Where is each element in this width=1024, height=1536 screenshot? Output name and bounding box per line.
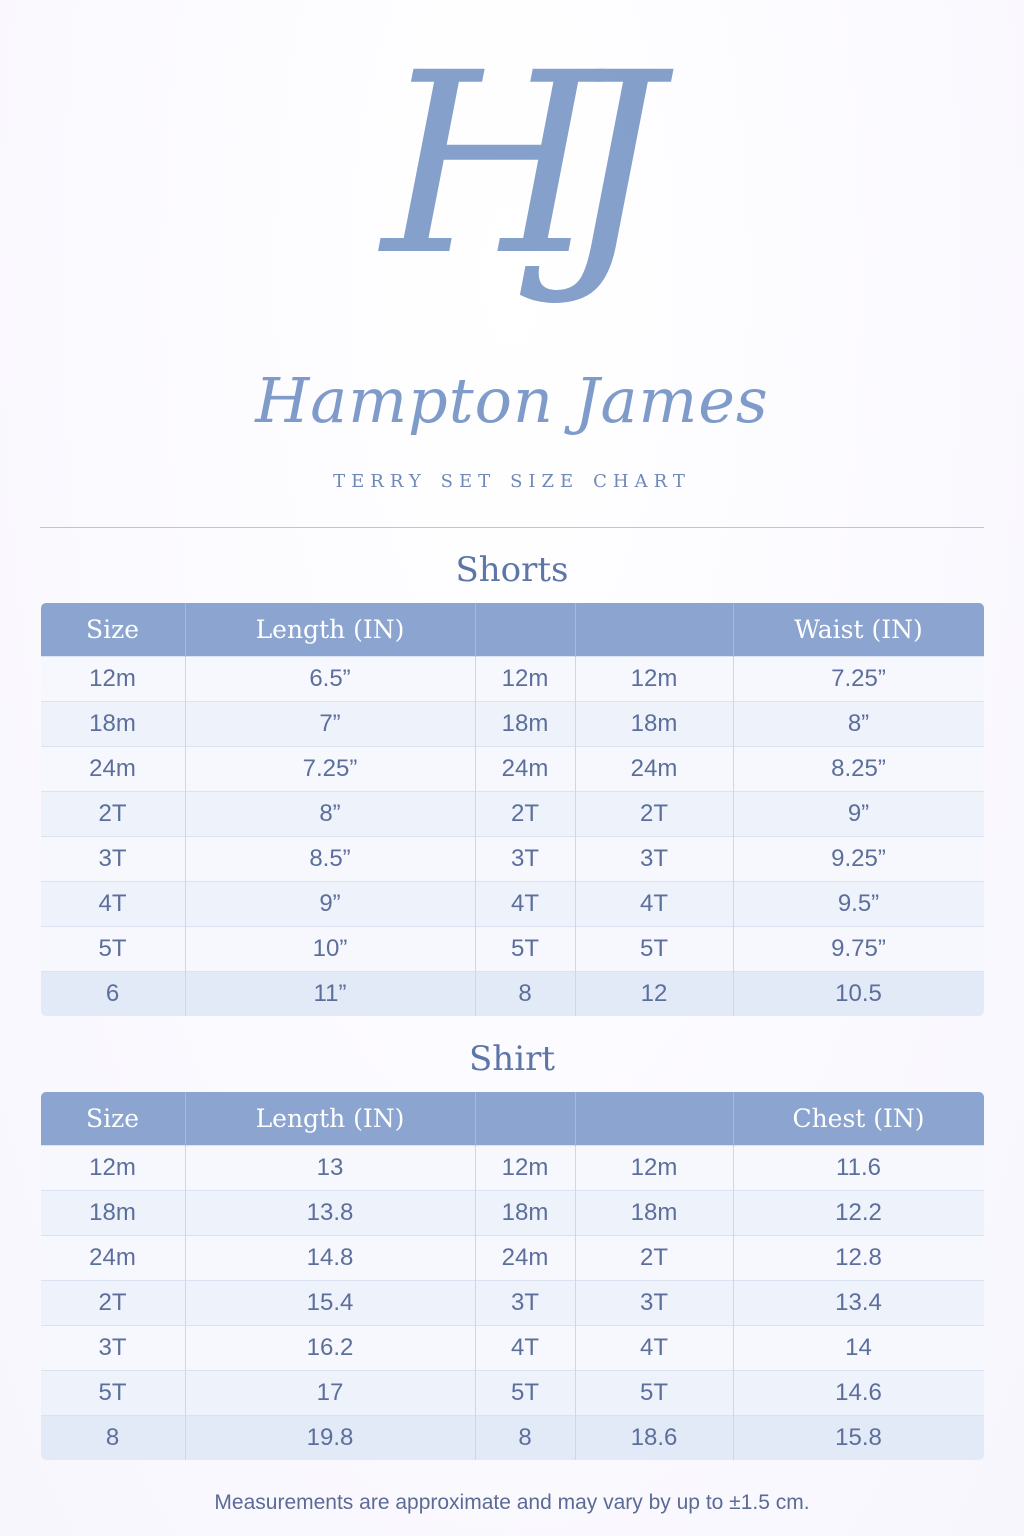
cell-size: 24m (40, 747, 185, 792)
cell-alt-size: 4T (475, 882, 575, 927)
cell-length: 8.5” (185, 837, 475, 882)
cell-size: 12m (40, 1146, 185, 1191)
table-row (40, 1326, 984, 1371)
measurement-footnote: Measurements are approximate and may vary by up to ±1.5 cm. (214, 1491, 810, 1514)
cell-alt-size: 18m (475, 702, 575, 747)
table-row (40, 702, 984, 747)
header-divider (40, 527, 984, 528)
cell-waist: 10.5 (733, 972, 984, 1017)
column-header-blank-1 (475, 1092, 575, 1146)
column-header-blank-1 (475, 603, 575, 657)
cell-alt-size-2: 3T (575, 837, 733, 882)
column-header-waist: Waist (IN) (733, 603, 984, 657)
cell-size: 4T (40, 882, 185, 927)
cell-length: 6.5” (185, 657, 475, 702)
section-title-shorts: Shorts (455, 550, 569, 590)
page-subtitle: terry set size chart (333, 464, 691, 493)
cell-size: 18m (40, 1191, 185, 1236)
cell-size: 5T (40, 927, 185, 972)
cell-waist: 8.25” (733, 747, 984, 792)
cell-alt-size: 18m (475, 1191, 575, 1236)
cell-length: 11” (185, 972, 475, 1017)
cell-alt-size: 3T (475, 837, 575, 882)
cell-alt-size: 12m (475, 1146, 575, 1191)
table-header-row (40, 603, 984, 657)
table-row (40, 927, 984, 972)
cell-alt-size-2: 4T (575, 1326, 733, 1371)
cell-alt-size: 24m (475, 747, 575, 792)
cell-length: 10” (185, 927, 475, 972)
cell-length: 19.8 (185, 1416, 475, 1461)
table-row (40, 1371, 984, 1416)
cell-length: 16.2 (185, 1326, 475, 1371)
cell-alt-size: 8 (475, 972, 575, 1017)
cell-length: 8” (185, 792, 475, 837)
cell-chest: 15.8 (733, 1416, 984, 1461)
cell-alt-size: 5T (475, 927, 575, 972)
cell-size: 5T (40, 1371, 185, 1416)
cell-alt-size-2: 3T (575, 1281, 733, 1326)
table-row (40, 1191, 984, 1236)
cell-alt-size-2: 5T (575, 1371, 733, 1416)
table-row (40, 882, 984, 927)
cell-chest: 14 (733, 1326, 984, 1371)
table-row (40, 837, 984, 882)
column-header-length: Length (IN) (185, 603, 475, 657)
cell-alt-size: 3T (475, 1281, 575, 1326)
cell-alt-size-2: 18.6 (575, 1416, 733, 1461)
cell-alt-size: 8 (475, 1416, 575, 1461)
cell-chest: 13.4 (733, 1281, 984, 1326)
cell-chest: 12.2 (733, 1191, 984, 1236)
cell-alt-size: 2T (475, 792, 575, 837)
cell-waist: 9.5” (733, 882, 984, 927)
cell-alt-size-2: 12m (575, 1146, 733, 1191)
table-row (40, 792, 984, 837)
column-header-blank-2 (575, 1092, 733, 1146)
brand-name: Hampton James (255, 364, 769, 437)
table-row (40, 972, 984, 1017)
cell-alt-size: 4T (475, 1326, 575, 1371)
column-header-chest: Chest (IN) (733, 1092, 984, 1146)
shorts-size-table (40, 602, 985, 1017)
cell-length: 7.25” (185, 747, 475, 792)
cell-waist: 9.25” (733, 837, 984, 882)
cell-size: 8 (40, 1416, 185, 1461)
section-title-shirt: Shirt (469, 1039, 555, 1079)
cell-alt-size: 5T (475, 1371, 575, 1416)
cell-alt-size-2: 2T (575, 792, 733, 837)
table-row (40, 747, 984, 792)
brand-header (0, 0, 1024, 493)
table-row (40, 1146, 984, 1191)
cell-alt-size-2: 5T (575, 927, 733, 972)
cell-size: 24m (40, 1236, 185, 1281)
column-header-blank-2 (575, 603, 733, 657)
table-row (40, 1236, 984, 1281)
cell-waist: 9” (733, 792, 984, 837)
table-row (40, 1416, 984, 1461)
cell-alt-size-2: 12 (575, 972, 733, 1017)
table-header-row (40, 1092, 984, 1146)
cell-length: 13 (185, 1146, 475, 1191)
cell-size: 2T (40, 1281, 185, 1326)
cell-alt-size-2: 24m (575, 747, 733, 792)
cell-length: 14.8 (185, 1236, 475, 1281)
cell-alt-size-2: 18m (575, 702, 733, 747)
cell-chest: 14.6 (733, 1371, 984, 1416)
cell-size: 6 (40, 972, 185, 1017)
column-header-length: Length (IN) (185, 1092, 475, 1146)
cell-length: 7” (185, 702, 475, 747)
cell-alt-size-2: 2T (575, 1236, 733, 1281)
cell-size: 12m (40, 657, 185, 702)
monogram-logo: HJ (381, 19, 625, 310)
cell-length: 15.4 (185, 1281, 475, 1326)
cell-chest: 11.6 (733, 1146, 984, 1191)
cell-size: 2T (40, 792, 185, 837)
cell-alt-size: 12m (475, 657, 575, 702)
cell-waist: 9.75” (733, 927, 984, 972)
cell-size: 3T (40, 1326, 185, 1371)
cell-alt-size-2: 12m (575, 657, 733, 702)
cell-alt-size: 24m (475, 1236, 575, 1281)
cell-size: 18m (40, 702, 185, 747)
cell-waist: 7.25” (733, 657, 984, 702)
table-row (40, 1281, 984, 1326)
shirt-size-table (40, 1091, 985, 1461)
cell-length: 9” (185, 882, 475, 927)
column-header-size: Size (40, 603, 185, 657)
cell-waist: 8” (733, 702, 984, 747)
cell-chest: 12.8 (733, 1236, 984, 1281)
cell-size: 3T (40, 837, 185, 882)
cell-alt-size-2: 18m (575, 1191, 733, 1236)
column-header-size: Size (40, 1092, 185, 1146)
cell-length: 17 (185, 1371, 475, 1416)
cell-length: 13.8 (185, 1191, 475, 1236)
cell-alt-size-2: 4T (575, 882, 733, 927)
table-row (40, 657, 984, 702)
